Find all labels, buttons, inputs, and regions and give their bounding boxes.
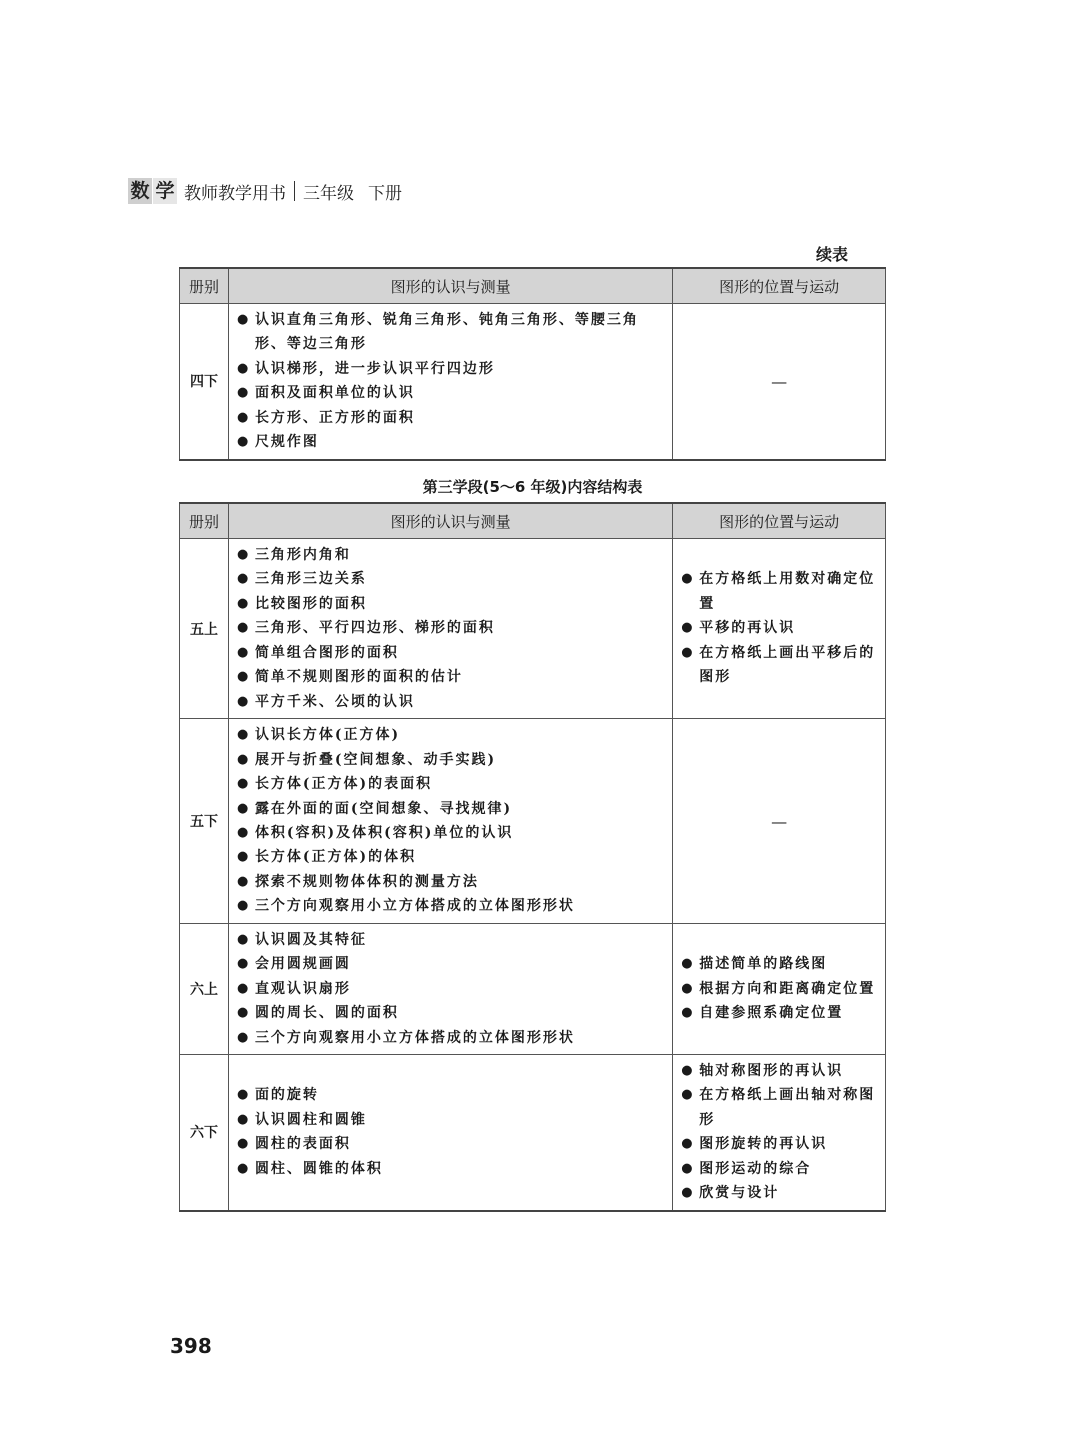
table-header-row: [180, 268, 886, 304]
list-item: ● 比较图形的面积: [237, 592, 666, 616]
list-item: ● 露在外面的面(空间想象、寻找规律): [237, 797, 666, 821]
table-row: [180, 719, 886, 924]
list-item: ● 会用圆规画圆: [237, 952, 666, 976]
list-item: ● 平移的再认识: [681, 616, 879, 640]
list-item: ● 图形旋转的再认识: [681, 1132, 879, 1156]
list-item: ● 直观认识扇形: [237, 977, 666, 1001]
measure-cell: [228, 539, 672, 719]
list-item: ● 在方格纸上用数对确定位置: [681, 567, 879, 616]
measure-cell: [228, 1055, 672, 1211]
header-position: 图形的位置与运动: [673, 268, 886, 304]
logo-char-1: 数: [128, 178, 152, 204]
header-measure: 图形的认识与测量: [228, 503, 672, 539]
term-label: 下册: [368, 183, 402, 204]
volume-cell: 六下: [180, 1055, 229, 1211]
logo-char-2: 学: [153, 178, 177, 204]
list-item: ● 简单不规则图形的面积的估计: [237, 665, 666, 689]
measure-cell: [228, 719, 672, 924]
volume-cell: 六上: [180, 924, 229, 1055]
volume-cell: 五上: [180, 539, 229, 719]
list-item: ● 长方体(正方体)的表面积: [237, 772, 666, 796]
list-item: ● 在方格纸上画出轴对称图形: [681, 1083, 879, 1132]
grade-label: 三年级: [303, 183, 354, 204]
list-item: ● 长方形、正方形的面积: [237, 406, 666, 430]
measure-list: [229, 719, 672, 922]
list-item: ● 根据方向和距离确定位置: [681, 977, 879, 1001]
list-item: ● 面的旋转: [237, 1083, 666, 1107]
measure-list: [229, 539, 672, 718]
position-list: [673, 1055, 885, 1209]
list-item: ● 图形运动的综合: [681, 1157, 879, 1181]
list-item: ● 探索不规则物体体积的测量方法: [237, 870, 666, 894]
list-item: ● 三角形三边关系: [237, 567, 666, 591]
grade4-structure-table: [179, 267, 886, 461]
list-item: ● 描述简单的路线图: [681, 952, 879, 976]
list-item: ● 三角形内角和: [237, 543, 666, 567]
list-item: ● 简单组合图形的面积: [237, 641, 666, 665]
list-item: ● 三角形、平行四边形、梯形的面积: [237, 616, 666, 640]
volume-cell: 五下: [180, 719, 229, 924]
table-row: [180, 539, 886, 719]
list-item: ● 平方千米、公顷的认识: [237, 690, 666, 714]
list-item: ● 展开与折叠(空间想象、动手实践): [237, 748, 666, 772]
position-cell: [673, 924, 886, 1055]
list-item: ● 认识长方体(正方体): [237, 723, 666, 747]
header-volume: 册别: [180, 268, 229, 304]
stage3-structure-table: [179, 502, 886, 1212]
header-volume: 册别: [180, 503, 229, 539]
page-header: [128, 176, 402, 206]
continued-label: 续表: [816, 245, 849, 264]
book-title: 教师教学用书: [184, 183, 286, 204]
measure-list: [229, 304, 672, 458]
list-item: ● 在方格纸上画出平移后的图形: [681, 641, 879, 690]
table-row: [180, 924, 886, 1055]
header-divider: [294, 181, 295, 201]
list-item: ● 自建参照系确定位置: [681, 1001, 879, 1025]
position-list: [673, 563, 885, 693]
section-title: 第三学段(5～6 年级)内容结构表: [422, 478, 643, 496]
page-number: 398: [170, 1334, 212, 1358]
list-item: ● 认识圆及其特征: [237, 928, 666, 952]
list-item: ● 认识梯形，进一步认识平行四边形: [237, 357, 666, 381]
list-item: ● 三个方向观察用小立方体搭成的立体图形形状: [237, 1026, 666, 1050]
position-cell: —: [673, 719, 886, 924]
position-cell: [673, 1055, 886, 1211]
list-item: ● 轴对称图形的再认识: [681, 1059, 879, 1083]
list-item: ● 认识直角三角形、锐角三角形、钝角三角形、等腰三角形、等边三角形: [237, 308, 666, 357]
position-cell: —: [673, 304, 886, 460]
measure-cell: [228, 924, 672, 1055]
position-cell: [673, 539, 886, 719]
list-item: ● 圆的周长、圆的面积: [237, 1001, 666, 1025]
table-header-row: [180, 503, 886, 539]
list-item: ● 体积(容积)及体积(容积)单位的认识: [237, 821, 666, 845]
list-item: ● 圆柱的表面积: [237, 1132, 666, 1156]
volume-cell: 四下: [180, 304, 229, 460]
list-item: ● 尺规作图: [237, 430, 666, 454]
measure-cell: [228, 304, 672, 460]
measure-list: [229, 924, 672, 1054]
list-item: ● 三个方向观察用小立方体搭成的立体图形形状: [237, 894, 666, 918]
header-measure: 图形的认识与测量: [228, 268, 672, 304]
header-position: 图形的位置与运动: [673, 503, 886, 539]
list-item: ● 认识圆柱和圆锥: [237, 1108, 666, 1132]
table-row: [180, 304, 886, 460]
measure-list: [229, 1079, 672, 1185]
position-list: [673, 948, 885, 1029]
list-item: ● 长方体(正方体)的体积: [237, 845, 666, 869]
list-item: ● 欣赏与设计: [681, 1181, 879, 1205]
math-logo: [128, 178, 178, 204]
list-item: ● 面积及面积单位的认识: [237, 381, 666, 405]
list-item: ● 圆柱、圆锥的体积: [237, 1157, 666, 1181]
table-row: [180, 1055, 886, 1211]
